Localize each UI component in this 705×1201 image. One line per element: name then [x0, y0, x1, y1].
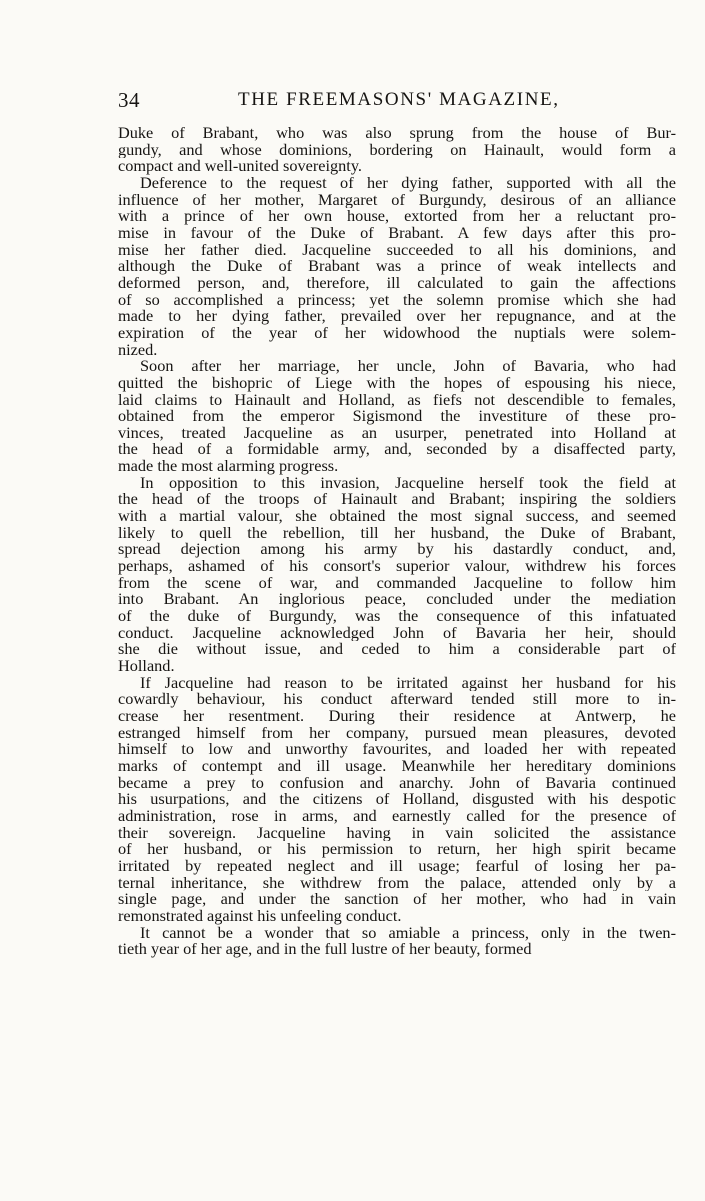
- text-line: of so accomplished a princess; yet the solemn promise which she had: [118, 291, 676, 309]
- text-line: nized.: [118, 341, 158, 359]
- paragraph: [118, 675, 676, 925]
- text-line: It cannot be a wonder that so amiable a princess, only in the twen-: [140, 924, 676, 942]
- text-line: quitted the bishopric of Liege with the hopes of espousing his niece,: [118, 374, 676, 392]
- text-line: vinces, treated Jacqueline as an usurper, penetrated into Holland at: [118, 424, 676, 442]
- text-line: mise in favour of the Duke of Brabant. A few days after this pro-: [118, 224, 676, 242]
- text-line: conduct. Jacqueline acknowledged John of Bavaria her heir, should: [118, 624, 676, 642]
- text-line: influence of her mother, Margaret of Burgundy, desirous of an alliance: [118, 191, 676, 209]
- text-line: estranged himself from her company, pursued mean pleasures, devoted: [118, 724, 676, 742]
- text-line: single page, and under the sanction of her mother, who had in vain: [118, 891, 676, 908]
- text-line: Duke of Brabant, who was also sprung from the house of Bur-: [118, 125, 676, 142]
- text-line: she die without issue, and ceded to him a considerable part of: [118, 641, 676, 658]
- paragraph: [118, 475, 676, 675]
- text-line: In opposition to this invasion, Jacqueline herself took the field at: [140, 474, 676, 492]
- text-line: irritated by repeated neglect and ill usage; fearful of losing her pa-: [118, 857, 676, 875]
- text-line: with a prince of her own house, extorted from her a reluctant pro-: [118, 208, 676, 225]
- page-number: 34: [118, 88, 140, 112]
- paragraph: [118, 125, 676, 175]
- text-line: marks of contempt and ill usage. Meanwhile her hereditary dominions: [118, 757, 676, 775]
- text-line: the head of the troops of Hainault and Brabant; inspiring the soldiers: [118, 491, 676, 509]
- text-line: gundy, and whose dominions, bordering on Hainault, would form a: [118, 141, 676, 159]
- text-line: into Brabant. An inglorious peace, concluded under the mediation: [118, 591, 676, 609]
- text-line: Deference to the request of her dying father, supported with all the: [140, 174, 676, 192]
- text-line: made to her dying father, prevailed over her repugnance, and at the: [118, 308, 676, 325]
- text-line: spread dejection among his army by his dastardly conduct, and,: [118, 541, 676, 559]
- text-line: from the scene of war, and commanded Jacqueline to follow him: [118, 574, 676, 592]
- text-line: likely to quell the rebellion, till her husband, the Duke of Brabant,: [118, 524, 676, 542]
- text-line: of the duke of Burgundy, was the consequence of this infatuated: [118, 608, 676, 625]
- paragraph: [118, 925, 676, 958]
- text-line: mise her father died. Jacqueline succeeded to all his dominions, and: [118, 241, 676, 259]
- text-line: obtained from the emperor Sigismond the investiture of these pro-: [118, 408, 676, 425]
- magazine-title: THE FREEMASONS' MAGAZINE,: [238, 89, 560, 110]
- text-line: himself to low and unworthy favourites, and loaded her with repeated: [118, 741, 676, 758]
- text-line: ternal inheritance, she withdrew from the palace, attended only by a: [118, 874, 676, 892]
- text-line: cowardly behaviour, his conduct afterward tended still more to in-: [118, 691, 676, 708]
- text-line: although the Duke of Brabant was a prince of weak intellects and: [118, 258, 676, 275]
- text-line: crease her resentment. During their residence at Antwerp, he: [118, 707, 676, 725]
- text-line: laid claims to Hainault and Holland, as fiefs not descendible to females,: [118, 391, 676, 409]
- text-line: deformed person, and, therefore, ill calculated to gain the affections: [118, 274, 676, 292]
- text-line: Soon after her marriage, her uncle, John of Bavaria, who had: [140, 358, 676, 375]
- text-line: Holland.: [118, 658, 175, 675]
- paragraph: [118, 358, 676, 475]
- body-text: [118, 125, 676, 958]
- text-line: perhaps, ashamed of his consort's superior valour, withdrew his forces: [118, 558, 676, 575]
- paragraph: [118, 175, 676, 358]
- text-line: expiration of the year of her widowhood the nuptials were solem-: [118, 324, 676, 342]
- running-head: [118, 88, 680, 118]
- text-line: his usurpations, and the citizens of Holland, disgusted with his despotic: [118, 791, 676, 808]
- text-line: made the most alarming progress.: [118, 458, 339, 475]
- text-line: the head of a formidable army, and, seconded by a disaffected party,: [118, 441, 676, 459]
- text-line: became a prey to confusion and anarchy. John of Bavaria continued: [118, 774, 676, 792]
- text-line: compact and well-united sovereignty.: [118, 158, 362, 175]
- text-line: administration, rose in arms, and earnestly called for the presence of: [118, 807, 676, 825]
- text-line: If Jacqueline had reason to be irritated against her husband for his: [140, 674, 676, 692]
- text-line: their sovereign. Jacqueline having in vain solicited the assistance: [118, 824, 676, 842]
- text-line: remonstrated against his unfeeling conduct.: [118, 907, 402, 925]
- text-line: of her husband, or his permission to return, her high spirit became: [118, 841, 676, 858]
- text-line: tieth year of her age, and in the full lustre of her beauty, formed: [118, 941, 532, 958]
- text-line: with a martial valour, she obtained the most signal success, and seemed: [118, 508, 676, 525]
